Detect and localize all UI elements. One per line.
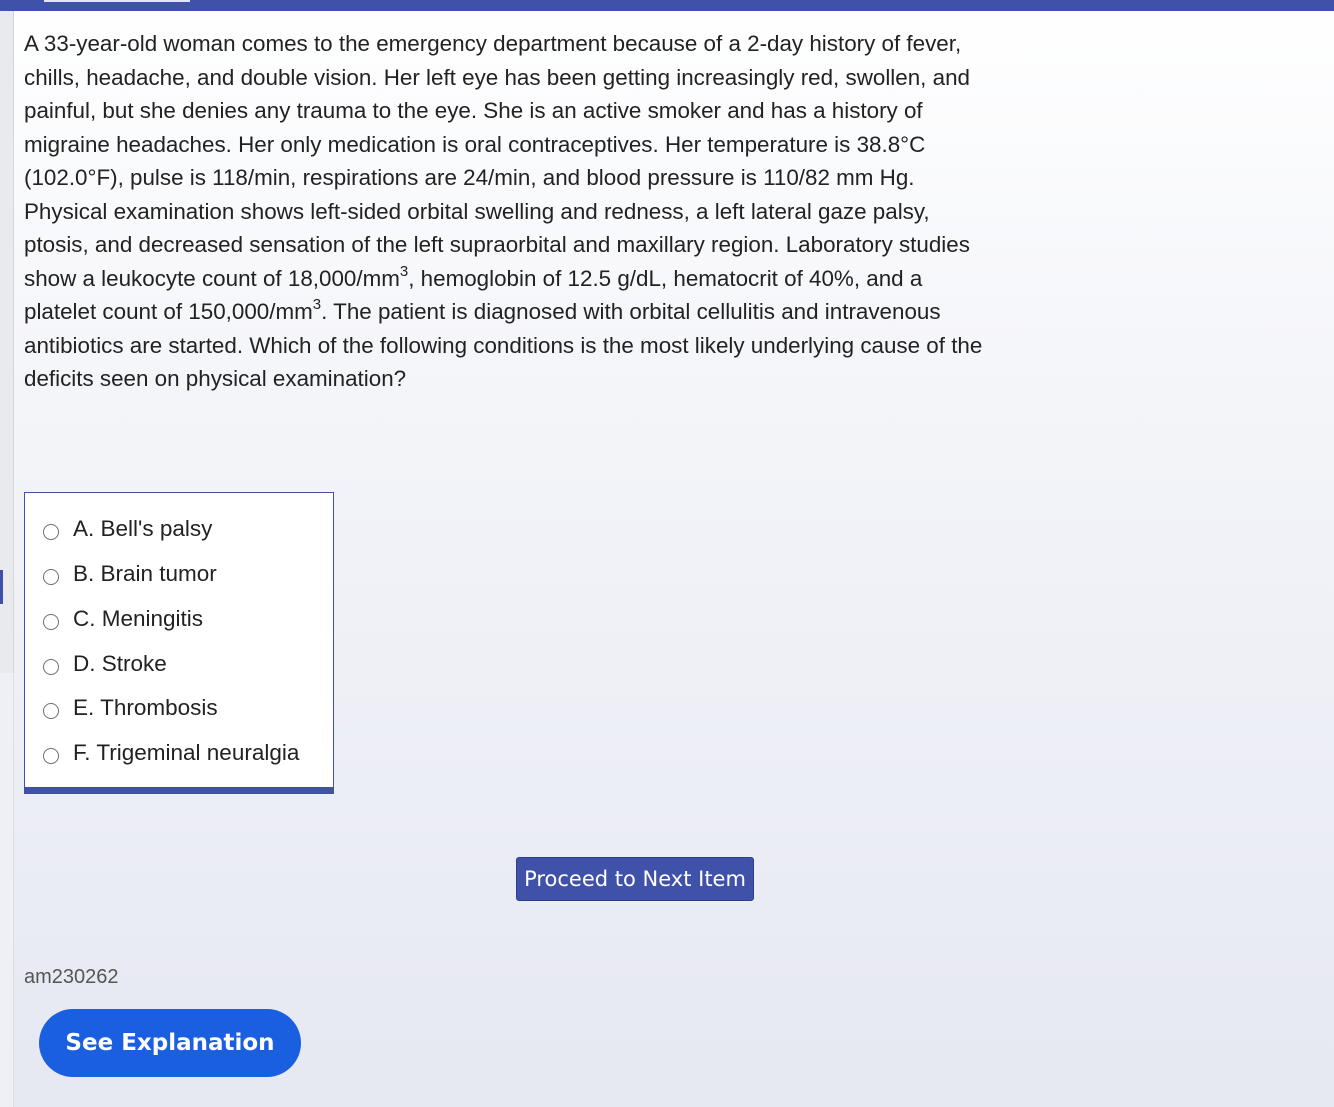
answer-option-f[interactable] xyxy=(43,735,299,771)
answer-option-a[interactable] xyxy=(43,511,212,547)
answer-option-e[interactable] xyxy=(43,690,218,726)
answer-option-label[interactable]: F. Trigeminal neuralgia xyxy=(73,740,300,765)
proceed-to-next-item-button[interactable]: Proceed to Next Item xyxy=(516,857,754,901)
top-header-bar xyxy=(0,0,1334,11)
header-tab-indicator xyxy=(44,0,190,2)
question-id: am230262 xyxy=(24,966,119,988)
question-stem-text-3: . The patient is diagnosed with orbital cellulitis and intravenous antibiotics are started. Which of the following conditions is the most likely underlying cause of the deficits seen on physical examination? xyxy=(24,299,983,391)
answer-option-c[interactable] xyxy=(43,601,203,637)
question-stem-text-1: A 33-year-old woman comes to the emergency department because of a 2-day history of fever, chills, headache, and double vision. Her left eye has been getting increasingly red, swollen, and painful, but she denies any trauma to the eye. She is an active smoker and has a history of migraine headaches. Her only medication is oral contraceptives. Her temperature is 38.8°C (102.0°F), pulse is 118/min, respirations are 24/min, and blood pressure is 110/82 mm Hg. Physical examination shows left-sided orbital swelling and redness, a left lateral gaze palsy, ptosis, and decreased sensation of the left supraorbital and maxillary region. Laboratory studies show a leukocyte count of 18,000/mm xyxy=(24,31,970,291)
answer-option-label[interactable]: C. Meningitis xyxy=(73,606,204,631)
left-panel-edge-lower xyxy=(0,673,14,1107)
radio-button-icon[interactable] xyxy=(43,659,59,675)
question-stem-text-2: , hemoglobin of 12.5 g/dL, hematocrit of 40%, and a platelet count of 150,000/mm xyxy=(24,265,923,324)
radio-button-icon[interactable] xyxy=(43,569,59,585)
answer-option-b[interactable] xyxy=(43,556,217,592)
radio-button-icon[interactable] xyxy=(43,524,59,540)
superscript-cubed: 3 xyxy=(399,262,409,280)
answer-option-label[interactable]: B. Brain tumor xyxy=(73,561,217,586)
answer-option-label[interactable]: D. Stroke xyxy=(73,651,167,676)
answer-options-box xyxy=(24,492,334,794)
see-explanation-button[interactable]: See Explanation xyxy=(39,1009,301,1077)
left-panel-marker xyxy=(0,570,3,604)
radio-button-icon[interactable] xyxy=(43,748,59,764)
answer-option-d[interactable] xyxy=(43,646,167,682)
radio-button-icon[interactable] xyxy=(43,703,59,719)
superscript-cubed: 3 xyxy=(312,296,322,313)
question-stem xyxy=(24,27,984,396)
answer-option-label[interactable]: E. Thrombosis xyxy=(73,695,218,720)
radio-button-icon[interactable] xyxy=(43,614,59,630)
answer-option-label[interactable]: A. Bell's palsy xyxy=(73,516,213,541)
